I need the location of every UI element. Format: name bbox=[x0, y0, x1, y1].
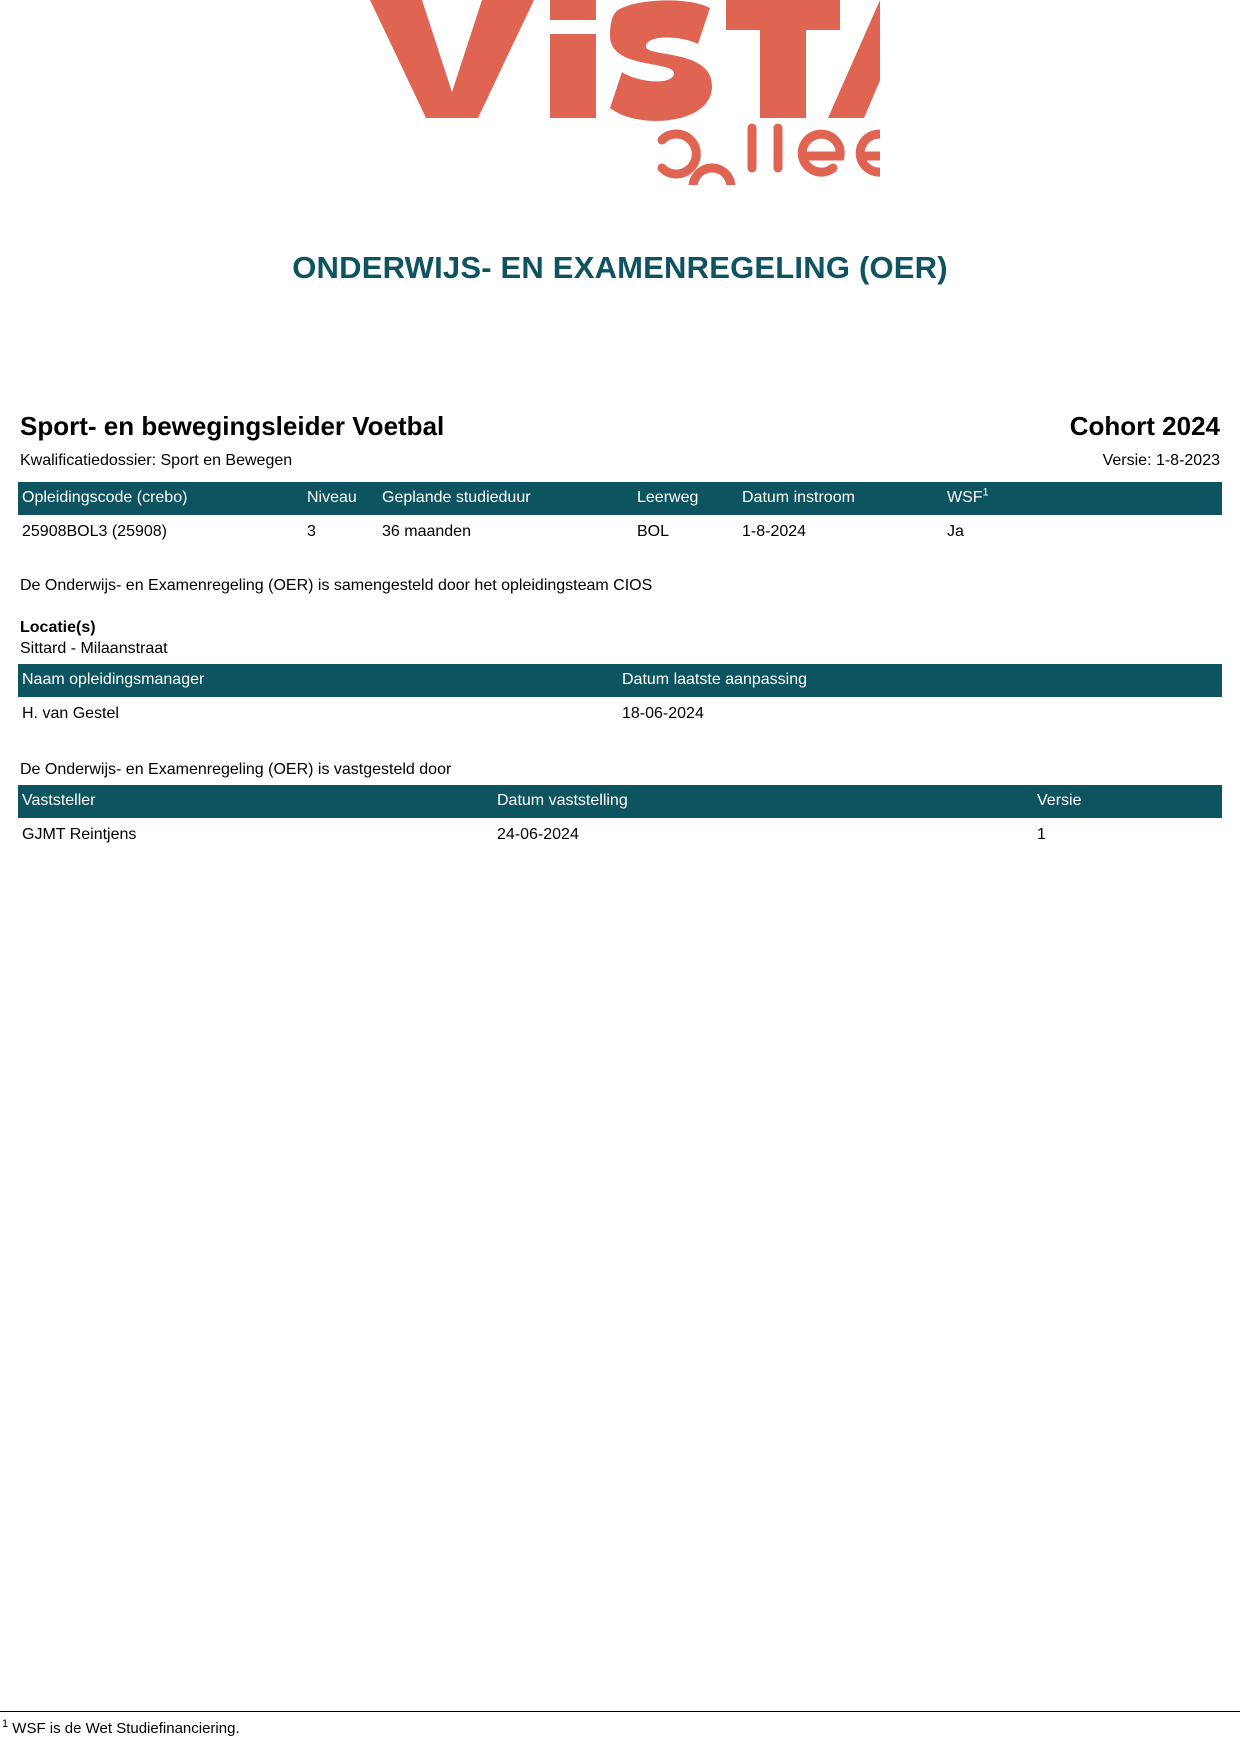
page-title: ONDERWIJS- EN EXAMENREGELING (OER) bbox=[292, 250, 948, 285]
cell-datum-vaststelling: 24-06-2024 bbox=[493, 818, 1033, 852]
cell-niveau: 3 bbox=[303, 515, 378, 549]
header-datum-vaststelling: Datum vaststelling bbox=[493, 785, 1033, 818]
cohort-label: Cohort 2024 bbox=[1069, 411, 1220, 441]
footnote-number: 1 bbox=[2, 1718, 9, 1730]
program-name: Sport- en bewegingsleider Voetbal bbox=[20, 411, 445, 441]
cell-vaststeller: GJMT Reintjens bbox=[18, 818, 493, 852]
header-datum-laatste-aanpassing: Datum laatste aanpassing bbox=[618, 664, 1222, 697]
cell-datum-instroom: 1-8-2024 bbox=[738, 515, 943, 549]
location-label: Locatie(s) bbox=[20, 619, 96, 636]
table-row bbox=[18, 818, 1222, 852]
cell-studieduur: 36 maanden bbox=[378, 515, 633, 549]
footnote-area bbox=[0, 1711, 1240, 1737]
table-header-row bbox=[18, 482, 1222, 515]
established-by-text: De Onderwijs- en Examenregeling (OER) is vastgesteld door bbox=[20, 761, 452, 778]
version-label: Versie: 1-8-2023 bbox=[1102, 452, 1220, 469]
logo-icon bbox=[360, 0, 880, 185]
table-row bbox=[18, 515, 1222, 549]
header-leerweg: Leerweg bbox=[633, 482, 738, 515]
table-row bbox=[18, 697, 1222, 731]
header-vaststeller: Vaststeller bbox=[18, 785, 493, 818]
location-value: Sittard - Milaanstraat bbox=[20, 640, 168, 657]
cell-versie: 1 bbox=[1033, 818, 1222, 852]
cell-leerweg: BOL bbox=[633, 515, 738, 549]
program-info-table bbox=[18, 482, 1222, 549]
qualification-dossier: Kwalificatiedossier: Sport en Bewegen bbox=[20, 452, 293, 469]
table-header-row bbox=[18, 785, 1222, 818]
footnote-text bbox=[0, 1720, 1240, 1737]
cell-wsf: Ja bbox=[943, 515, 1222, 549]
header-studieduur: Geplande studieduur bbox=[378, 482, 633, 515]
header-niveau: Niveau bbox=[303, 482, 378, 515]
header-wsf bbox=[943, 482, 1222, 515]
footnote-marker-wsf: 1 bbox=[982, 486, 989, 499]
header-opleidingscode: Opleidingscode (crebo) bbox=[18, 482, 303, 515]
cell-opleidingsmanager: H. van Gestel bbox=[18, 697, 618, 731]
established-table bbox=[18, 785, 1222, 852]
cell-opleidingscode: 25908BOL3 (25908) bbox=[18, 515, 303, 549]
footnote-divider bbox=[0, 1711, 1240, 1712]
program-subheader bbox=[18, 452, 1222, 470]
footnote-body: WSF is de Wet Studiefinanciering. bbox=[8, 1720, 240, 1737]
header-datum-instroom: Datum instroom bbox=[738, 482, 943, 515]
table-header-row bbox=[18, 664, 1222, 697]
cell-datum-laatste-aanpassing: 18-06-2024 bbox=[618, 697, 1222, 731]
header-versie: Versie bbox=[1033, 785, 1222, 818]
header-wsf-label: WSF bbox=[947, 489, 983, 506]
header-opleidingsmanager: Naam opleidingsmanager bbox=[18, 664, 618, 697]
vista-college-logo bbox=[18, 0, 1222, 200]
composed-by-text: De Onderwijs- en Examenregeling (OER) is samengesteld door het opleidingsteam CIOS bbox=[20, 577, 653, 594]
program-header bbox=[18, 411, 1222, 442]
manager-table bbox=[18, 664, 1222, 731]
